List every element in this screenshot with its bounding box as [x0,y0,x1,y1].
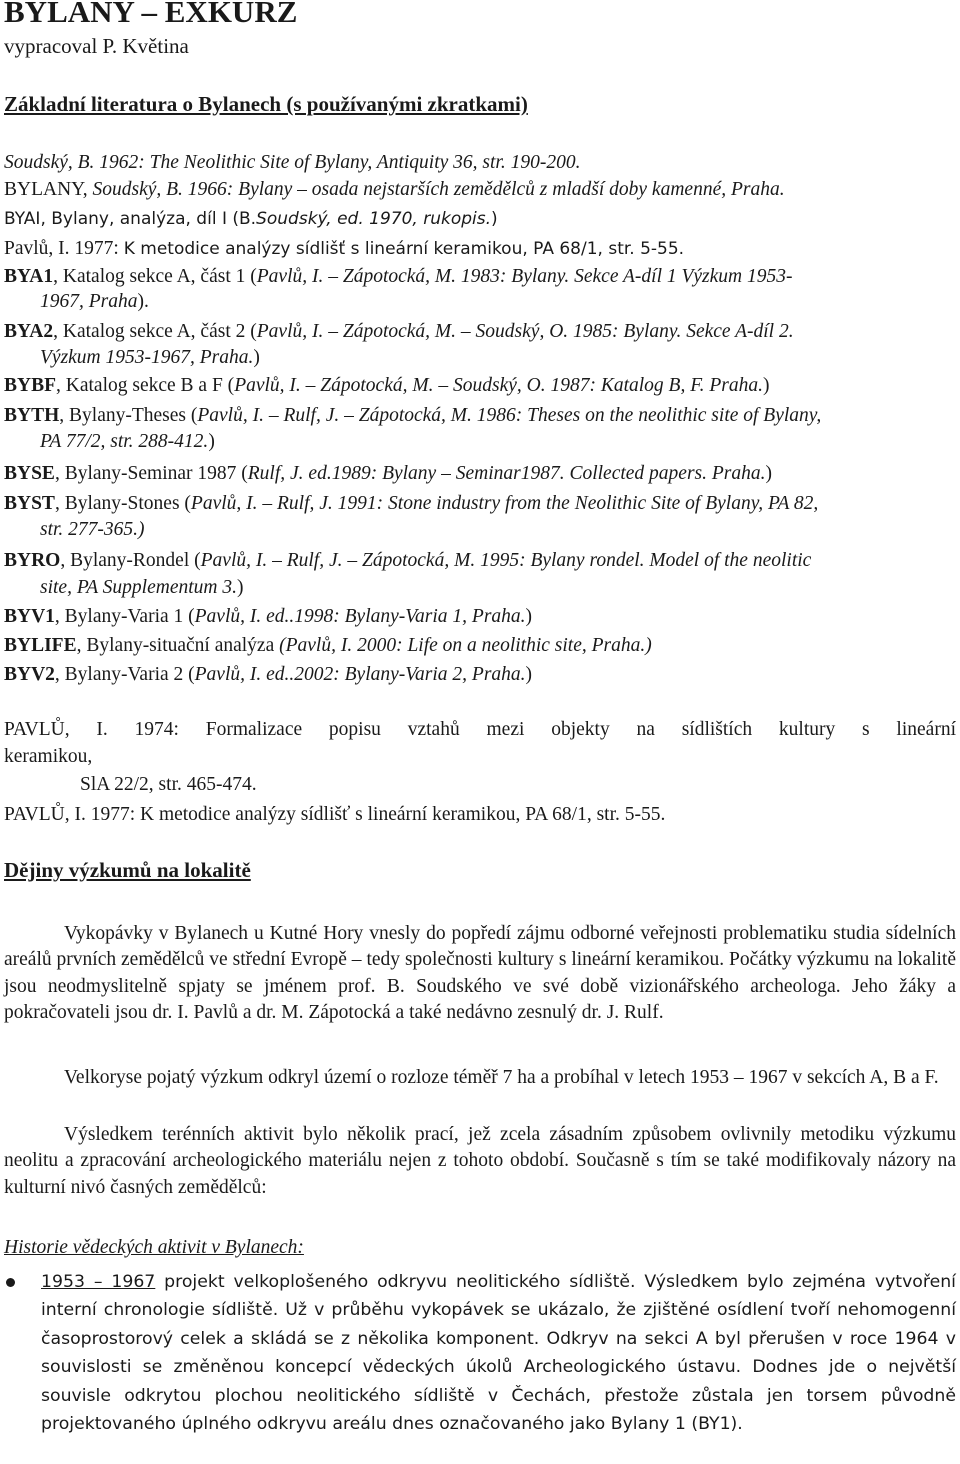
ref-bya2: BYA2, Katalog sekce A, část 2 (Pavlů, I. – Zápotocká, M. – Soudský, O. 1985: Bylany. Sekce A-díl 2. [4,321,794,342]
ref-soudsky-1962: Soudský, B. 1962: The Neolithic Site of Bylany, Antiquity 36, str. 190-200. [4,152,581,173]
document-title: BYLANY – EXKURZ [4,0,298,29]
ref-pavlu-1977: Pavlů, I. 1977: K metodice analýzy sídlišť s lineární keramikou, PA 68/1, str. 5-55. [4,238,685,259]
bullet-years: 1953 – 1967 [41,1272,156,1292]
history-paragraph-1: Vykopávky v Bylanech u Kutné Hory vnesly do popředí zájmu odborné veřejnosti problematiku studia sídelních areálů prvních zemědělců ve střední Evropě – tedy společnosti kultury s lineární keramikou. Počátky výzkumu na lokalitě jsou neodmyslitelně spjaty se jménem prof. B. Soudského ve své době vizionářského archeologa. Jeho žáky a pokračovateli jsou dr. I. Pavlů a dr. M. Zápotocká a také nedávno zesnulý dr. J. Rulf. [4,923,956,1024]
ref-bybf: BYBF, Katalog sekce B a F (Pavlů, I. – Zápotocká, M. – Soudský, O. 1987: Katalog B, F. Praha.) [4,375,770,396]
ref-byro: BYRO, Bylany-Rondel (Pavlů, I. – Rulf, J. – Zápotocká, M. 1995: Bylany rondel. Model of the neolitic [4,550,812,571]
ref-byv2: BYV2, Bylany-Varia 2 (Pavlů, I. ed..2002: Bylany-Varia 2, Praha.) [4,664,533,685]
history-subheading: Historie vědeckých aktivit v Bylanech: [4,1237,304,1258]
history-heading: Dějiny výzkumů na lokalitě [4,858,251,882]
history-paragraph-2: Velkoryse pojatý výzkum odkryl území o rozloze téměř 7 ha a probíhal v letech 1953 – 1967 v sekcích A, B a F. [64,1067,939,1088]
ref-bya1: BYA1, Katalog sekce A, část 1 (Pavlů, I. – Zápotocká, M. 1983: Bylany. Sekce A-díl 1 Výzkum 1953- [4,266,793,287]
ref-byse: BYSE, Bylany-Seminar 1987 (Rulf, J. ed.1989: Bylany – Seminar1987. Collected papers. Praha.) [4,463,773,484]
ref-byst: BYST, Bylany-Stones (Pavlů, I. – Rulf, J. 1991: Stone industry from the Neolithic Site of Bylany, PA 82, [4,493,819,514]
ref-pavlu-1974-cont: keramikou, [4,746,93,767]
ref-pavlu-1977-b: PAVLŮ, I. 1977: K metodice analýzy sídlišť s lineární keramikou, PA 68/1, str. 5-55. [4,804,666,825]
ref-byai: BYAI, Bylany, analýza, díl I (B.Soudský, ed. 1970, rukopis.) [4,209,498,229]
ref-pavlu-1974: PAVLŮ, I. 1974: Formalizace popisu vztahů mezi objekty na sídlištích kultury s lineární [4,719,956,740]
history-paragraph-3: Výsledkem terénních aktivit bylo několik prací, jež zcela zásadním způsobem ovlivnily metodiku výzkumu neolitu a zpracování archeologického materiálu nejen z tohoto období. Současně s tím se také modifikovaly názory na kulturní nivó časných zemědělců: [4,1124,956,1198]
ref-pavlu-1974-source: SlA 22/2, str. 465-474. [80,774,257,795]
ref-bya1-cont: 1967, Praha). [40,291,149,312]
ref-byv1: BYV1, Bylany-Varia 1 (Pavlů, I. ed..1998: Bylany-Varia 1, Praha.) [4,606,533,627]
ref-byth: BYTH, Bylany-Theses (Pavlů, I. – Rulf, J. – Zápotocká, M. 1986: Theses on the neolithic site of Bylany, [4,405,822,426]
ref-bylany-1966: BYLANY, Soudský, B. 1966: Bylany – osada nejstarších zemědělců z mladší doby kamenné, Praha. [4,179,785,200]
ref-byst-cont: str. 277-365.) [40,519,145,540]
ref-bya2-cont: Výzkum 1953-1967, Praha.) [40,347,260,368]
bullet-text: 1953 – 1967 projekt velkoplošeného odkryvu neolitického sídliště. Výsledkem bylo zejména vytvoření interní chronologie sídliště. Už v průběhu vykopávek se ukázalo, že zjištěné osídlení tvoří nehomogenní časoprostorový celek a skládá se z několika komponent. Odkryv na sekci A byl přerušen v roce 1964 v souvislosti se změněnou koncepcí vědeckých úkolů Archeologického ústavu. Dodnes jde o největší souvisle odkrytou plochou neolitického sídliště v Čechách, přestože zůstala jen torsem původně projektovaného úplného odkryvu areálu dnes označovaného jako Bylany 1 (BY1). [41,1272,956,1435]
ref-byth-cont: PA 77/2, str. 288-412.) [40,431,215,452]
literature-heading: Základní literatura o Bylanech (s používanými zkratkami) [4,92,528,116]
ref-bylife: BYLIFE, Bylany-situační analýza (Pavlů, I. 2000: Life on a neolithic site, Praha.) [4,635,652,656]
bullet-icon [6,1278,15,1287]
ref-byro-cont: site, PA Supplementum 3.) [40,577,244,598]
document-author: vypracoval P. Květina [4,34,189,58]
history-bullet-item [4,1268,956,1438]
